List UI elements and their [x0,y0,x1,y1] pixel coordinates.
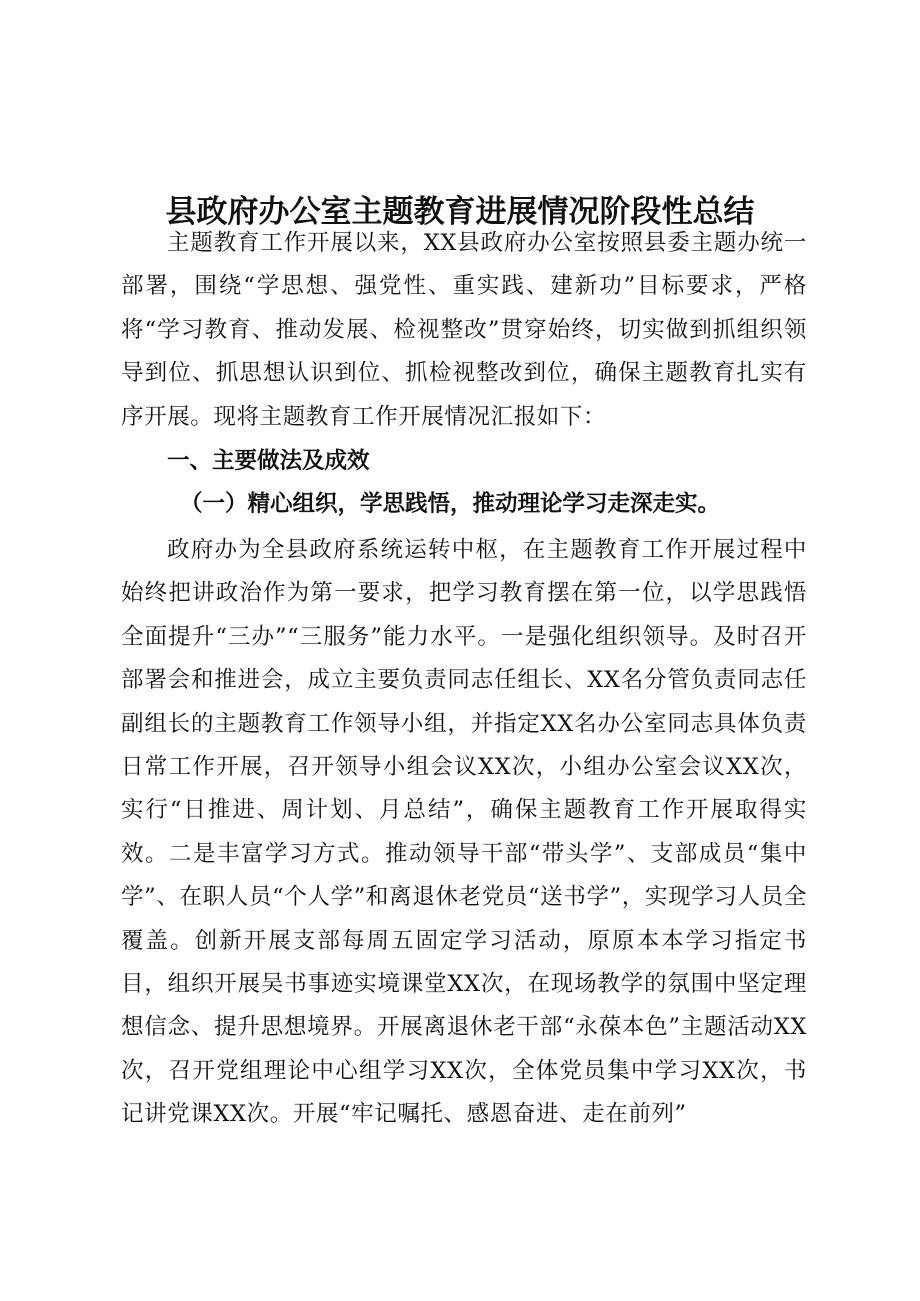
section-heading: 一、主要做法及成效 [167,448,370,474]
document-title: 县政府办公室主题教育进展情况阶段性总结 [165,193,755,230]
body-paragraph: 政府办为全县政府系统运转中枢，在主题教育工作开展过程中始终把讲政治作为第一要求，把学习教育摆在第一位，以学思践悟全面提升“三办”“三服务”能力水平。一是强化组织领导。及时召开部署会和推进会，成立主要负责同志任组长、XX名分管负责同志任副组长的主题教育工作领导小组，并指定XX名办公室同志具体负责日常工作开展，召开领导小组会议XX次，小组办公室会议XX次，实行“日推进、周计划、月总结”，确保主题教育工作开展取得实效。二是丰富学习方式。推动领导干部“带头学”、支部成员“集中学”、在职人员“个人学”和离退休老党员“送书学”，实现学习人员全覆盖。创新开展支部每周五固定学习活动，原原本本学习指定书目，组织开展吴书事迹实境课堂XX次，在现场教学的氛围中坚定理想信念、提升思想境界。开展离退休老干部“永葆本色”主题活动XX次，召开党组理论中心组学习XX次，全体党员集中学习XX次，书记讲党课XX次。开展“牢记嘱托、感恩奋进、走在前列” [121,537,807,1128]
intro-paragraph: 主题教育工作开展以来，XX县政府办公室按照县委主题办统一部署，围绕“学思想、强党性、重实践、建新功”目标要求，严格将“学习教育、推动发展、检视整改”贯穿始终，切实做到抓组织领导到位、抓思想认识到位、抓检视整改到位，确保主题教育扎实有序开展。现将主题教育工作开展情况汇报如下： [121,230,807,430]
subsection-heading: （一）精心组织，学思践悟，推动理论学习走深走实。 [180,491,721,517]
